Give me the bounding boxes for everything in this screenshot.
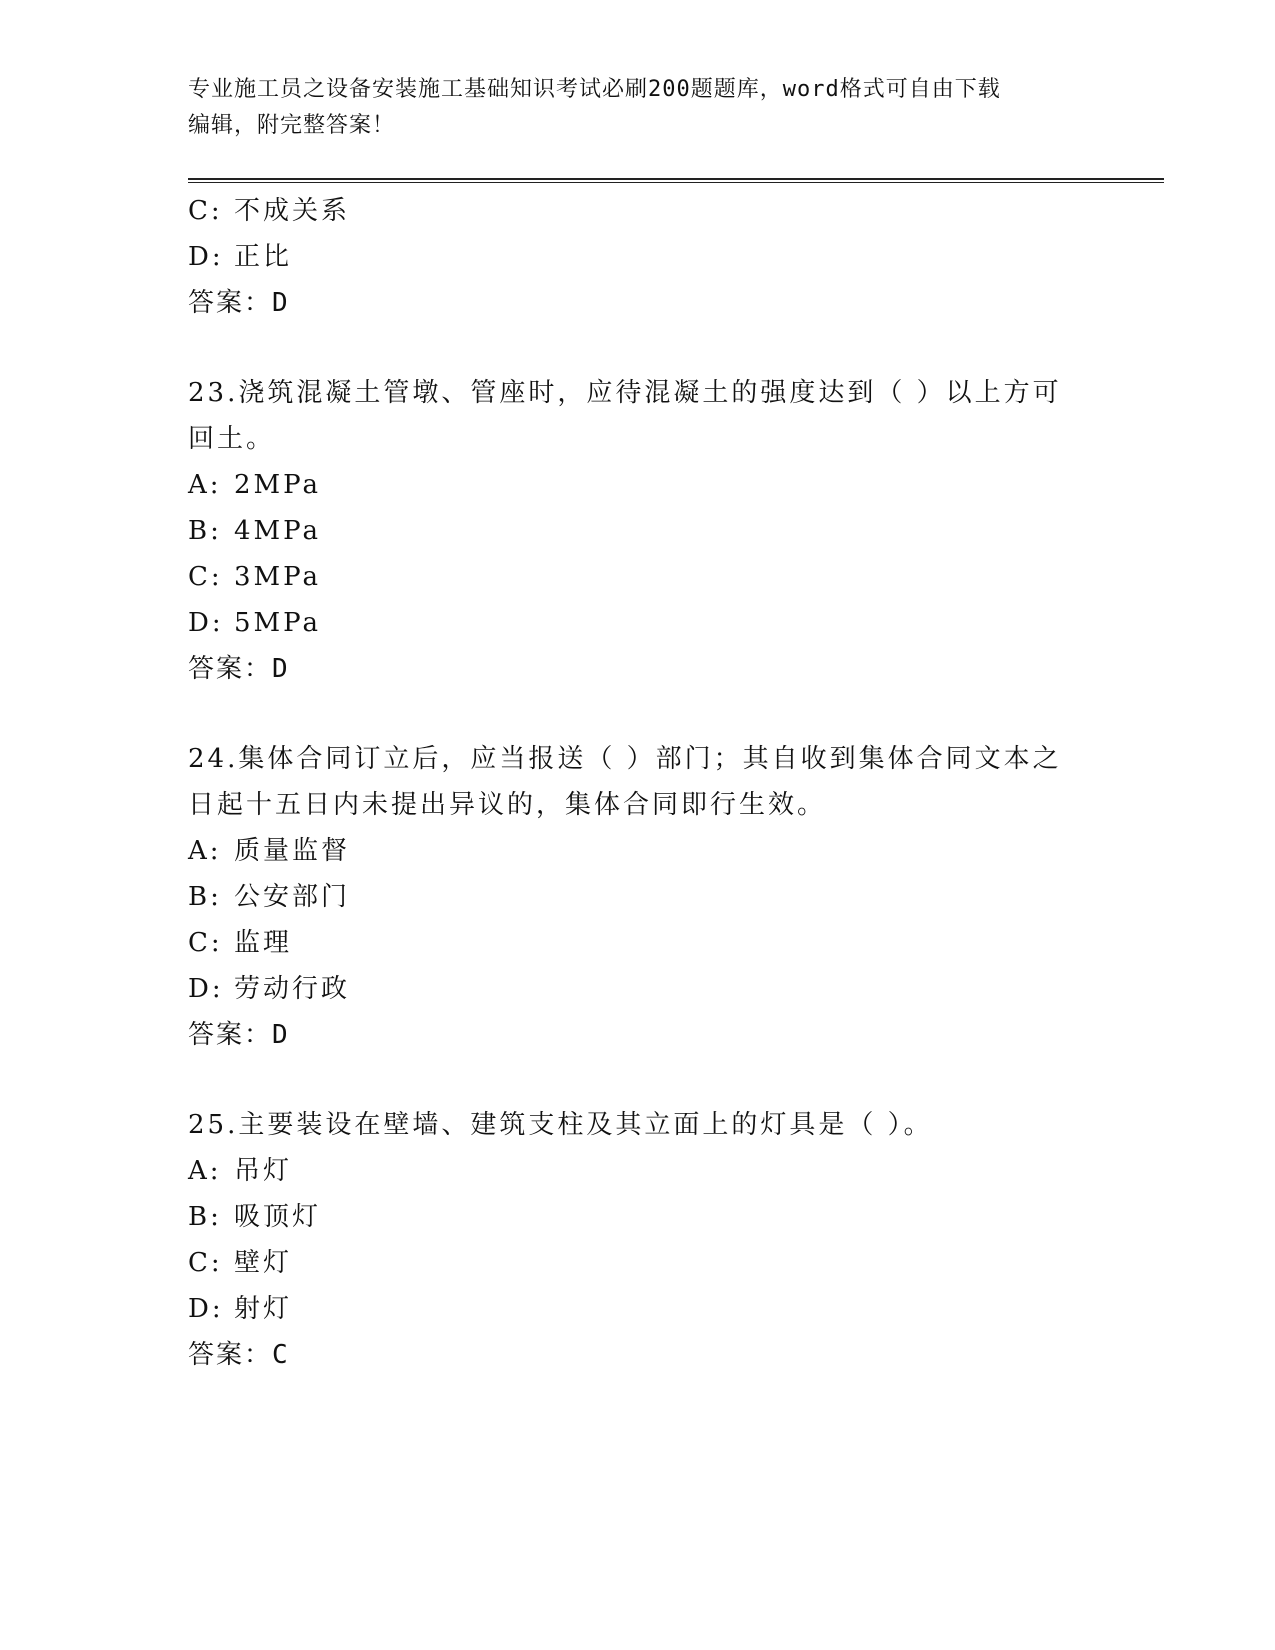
question-23 <box>188 370 1088 692</box>
option-letter: C: <box>188 1248 223 1278</box>
page-header <box>188 72 1088 144</box>
option-c <box>188 920 1088 966</box>
option-d <box>188 234 1088 280</box>
answer-line: 答案：D <box>188 288 290 318</box>
option-a <box>188 1148 1088 1194</box>
option-letter: B: <box>188 516 222 546</box>
option-text: 射灯 <box>234 1294 293 1324</box>
option-c <box>188 188 1088 234</box>
question-stem: 23.浇筑混凝土管墩、管座时，应待混凝土的强度达到（ ）以上方可 <box>188 378 1062 408</box>
option-letter: C: <box>188 196 223 226</box>
option-text: 公安部门 <box>234 882 351 912</box>
option-letter: D: <box>188 1294 224 1324</box>
option-text: 监理 <box>234 928 293 958</box>
answer-line: 答案：C <box>188 1340 290 1370</box>
option-b <box>188 1194 1088 1240</box>
option-letter: A: <box>188 836 222 866</box>
option-letter: C: <box>188 928 223 958</box>
option-letter: A: <box>188 1156 222 1186</box>
document-body <box>188 188 1088 1378</box>
option-text: 正比 <box>234 242 293 272</box>
option-letter: C: <box>188 562 223 592</box>
option-b <box>188 874 1088 920</box>
option-letter: B: <box>188 882 222 912</box>
header-title-line-1: 专业施工员之设备安装施工基础知识考试必刷200题题库，word格式可自由下载 <box>188 77 1001 102</box>
question-stem-continued: 回土。 <box>188 424 276 454</box>
question-25 <box>188 1102 1088 1378</box>
option-text: 壁灯 <box>234 1248 293 1278</box>
spacer <box>188 692 1088 736</box>
question-stem-continued: 日起十五日内未提出异议的，集体合同即行生效。 <box>188 790 827 820</box>
option-letter: B: <box>188 1202 222 1232</box>
question-stem: 25.主要装设在壁墙、建筑支柱及其立面上的灯具是（ ）。 <box>188 1110 933 1140</box>
answer-line: 答案：D <box>188 1020 290 1050</box>
option-a <box>188 828 1088 874</box>
option-text: 质量监督 <box>234 836 351 866</box>
option-c <box>188 1240 1088 1286</box>
option-letter: D: <box>188 608 224 638</box>
option-text: 4MPa <box>234 516 321 546</box>
option-text: 2MPa <box>234 470 321 500</box>
option-text: 劳动行政 <box>234 974 351 1004</box>
option-letter: A: <box>188 470 222 500</box>
option-a <box>188 462 1088 508</box>
option-d <box>188 966 1088 1012</box>
option-text: 吸顶灯 <box>234 1202 322 1232</box>
answer-line: 答案：D <box>188 654 290 684</box>
option-c <box>188 554 1088 600</box>
option-text: 吊灯 <box>234 1156 293 1186</box>
option-text: 5MPa <box>234 608 321 638</box>
option-letter: D: <box>188 974 224 1004</box>
option-letter: D: <box>188 242 224 272</box>
header-title-line-2: 编辑，附完整答案！ <box>188 113 396 138</box>
option-b <box>188 508 1088 554</box>
spacer <box>188 326 1088 370</box>
question-22-continued <box>188 188 1088 326</box>
option-d <box>188 600 1088 646</box>
spacer <box>188 1058 1088 1102</box>
header-divider <box>188 178 1164 183</box>
option-text: 3MPa <box>234 562 321 592</box>
question-24 <box>188 736 1088 1058</box>
option-d <box>188 1286 1088 1332</box>
option-text: 不成关系 <box>234 196 351 226</box>
question-stem: 24.集体合同订立后，应当报送（ ）部门；其自收到集体合同文本之 <box>188 744 1062 774</box>
